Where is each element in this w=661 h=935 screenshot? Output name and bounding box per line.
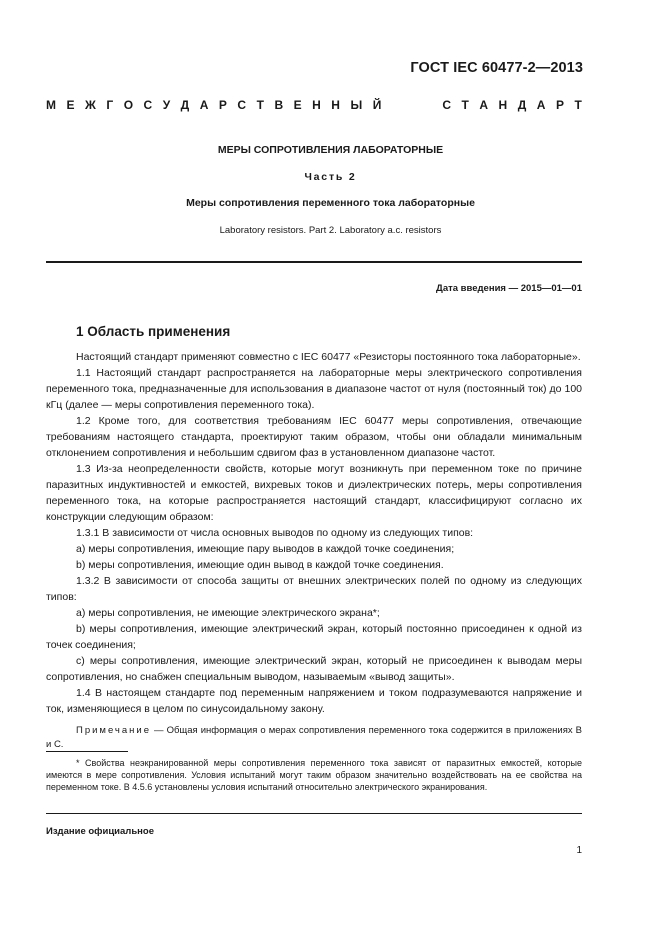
list-item: а) меры сопротивления, не имеющие электрического экрана*;: [76, 607, 380, 619]
footnote: [46, 757, 582, 793]
paragraph: 1.3.1 В зависимости от числа основных выводов по одному из следующих типов:: [76, 527, 474, 539]
banner-letter: Н: [312, 98, 321, 112]
banner-letter: С: [237, 98, 247, 112]
paragraph: 1.3 Из-за неопределенности свойств, которые могут возникнуть при переменном токе по причине паразитных индуктивностей и емкостей, вихревых токов и диэлектрических потерь, меры сопротивления переменного тока, на которые распространяется настоящий стандарт, классифицируют согласно их конструкции следующим образом:: [46, 463, 582, 523]
paragraph: 1.4 В настоящем стандарте под переменным напряжением и током подразумеваются напряжение и ток, изменяющиеся в целом по синусоидальному закону.: [46, 687, 582, 715]
gost-number: ГОСТ IEC 60477-2—2013: [410, 60, 583, 76]
paragraph: 1.1 Настоящий стандарт распространяется на лабораторные меры электрического сопротивления переменного тока, предназначенные для использования в диапазоне частот от нуля (постоянный ток) до 100 кГц (далее — меры сопротивления переменного тока).: [46, 367, 582, 411]
edition-label: Издание официальное: [46, 826, 154, 837]
footnote-text: * Свойства неэкранированной меры сопротивления переменного тока зависят от паразитных емкостей, которые имеются в мере сопротивления. Условия испытаний могут таким образом значительно воздействовать на ее свойства на переменном токе. В 4.5.6 установлены условия испытаний относительно электрического экранирования.: [46, 758, 582, 792]
part-label: Часть 2: [304, 171, 357, 183]
banner-letter: Й: [372, 98, 382, 112]
paragraph: Настоящий стандарт применяют совместно с IEC 60477 «Резисторы постоянного тока лабораторные».: [76, 351, 581, 363]
note-text: — Общая информация о мерах сопротивления переменного тока содержится в приложениях В и С.: [46, 725, 582, 750]
banner-letter: Т: [574, 98, 582, 112]
banner-letter: Т: [256, 98, 264, 112]
list-item: с) меры сопротивления, имеющие электрический экран, который не присоединен к выводам меры сопротивления, но снабжен специальным выводом, называемым «вывод защиты».: [46, 655, 582, 683]
banner-letter: Н: [498, 98, 508, 112]
banner-letter: Р: [218, 98, 227, 112]
page-number: 1: [576, 845, 582, 856]
paragraph: 1.2 Кроме того, для соответствия требованиям IEC 60477 меры сопротивления, отвечающие требованиям настоящего стандарта, проектируют таким образом, чтобы они обладали минимальным отклонением сопротивления и небольшим сдвигом фаз в установленном диапазоне частот.: [46, 415, 582, 459]
banner-letter: Е: [293, 98, 302, 112]
banner-letter: Д: [517, 98, 527, 112]
banner-letter: Ы: [350, 98, 363, 112]
banner-letter: Г: [106, 98, 114, 112]
list-item: b) меры сопротивления, имеющие один вывод в каждой точке соединения.: [76, 559, 444, 571]
interstate-standard-banner: [46, 98, 582, 112]
list-item: b) меры сопротивления, имеющие электрический экран, который постоянно присоединен к одной из точек соединения;: [46, 623, 582, 651]
document-title: МЕРЫ СОПРОТИВЛЕНИЯ ЛАБОРАТОРНЫЕ: [217, 144, 444, 156]
banner-word-gap: [392, 98, 432, 112]
section-heading: 1 Область применения: [76, 324, 231, 339]
header-divider: [46, 261, 582, 263]
footnote-divider: [46, 751, 128, 752]
banner-letter: Д: [180, 98, 190, 112]
note-label: Примечание: [76, 725, 151, 736]
banner-letter: У: [162, 98, 171, 112]
banner-letter: В: [274, 98, 284, 112]
banner-letter: Е: [66, 98, 75, 112]
footer-divider: [46, 813, 582, 814]
banner-letter: С: [143, 98, 153, 112]
banner-letter: Р: [555, 98, 564, 112]
banner-letter: С: [442, 98, 452, 112]
banner-letter: А: [199, 98, 209, 112]
english-title: Laboratory resistors. Part 2. Laboratory a.c. resistors: [219, 225, 442, 236]
document-subtitle: Меры сопротивления переменного тока лабораторные: [186, 197, 475, 209]
note: [46, 724, 582, 752]
banner-letter: О: [123, 98, 134, 112]
banner-letter: М: [46, 98, 56, 112]
list-item: а) меры сопротивления, имеющие пару выводов в каждой точке соединения;: [76, 543, 455, 555]
banner-letter: А: [479, 98, 489, 112]
banner-letter: А: [536, 98, 546, 112]
section-body: [46, 349, 582, 752]
introduction-date: Дата введения — 2015—01—01: [436, 283, 582, 294]
banner-letter: Т: [461, 98, 469, 112]
paragraph: 1.3.2 В зависимости от способа защиты от внешних электрических полей по одному из следующих типов:: [46, 575, 582, 603]
banner-letter: Н: [331, 98, 340, 112]
banner-letter: Ж: [85, 98, 96, 112]
